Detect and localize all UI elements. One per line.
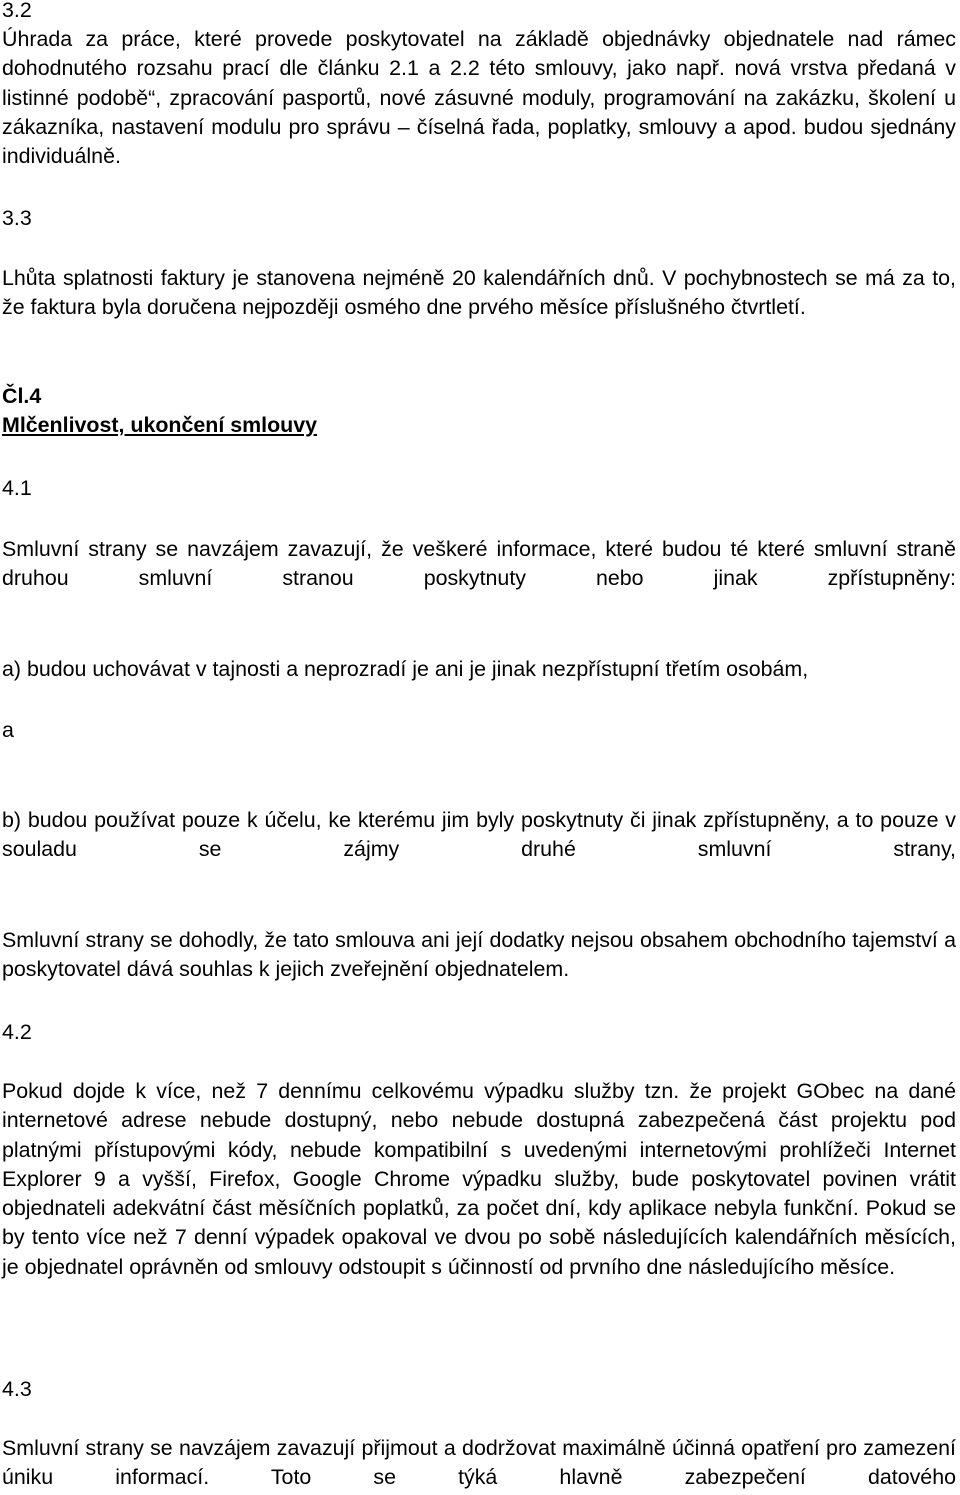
section-4-1-item-b: b) budou používat pouze k účelu, ke kterému jim byly poskytnuty či jinak zpřístupněny, a to pouze v souladu se zájmy druhé smluvní strany, [2, 808, 956, 862]
section-4-2-text: Pokud dojde k více, než 7 dennímu celkovému výpadku služby tzn. že projekt GObec na dané internetové adrese nebude dostupný, nebo nebude dostupná zabezpečená část projektu pod platnými přístupovými kódy, nebude kompatibilní s uvedenými internetovými prohlížeči Internet Explorer 9 a vyšší, Firefox, Google Chrome výpadku služby, bude poskytovatel povinen vrátit objednateli adekvátní část měsíčních poplatků, za počet dní, kdy aplikace nebyla funkční. Pokud se by tento více než 7 denní výpadek opakoval ve dvou po sobě následujících kalendářních měsících, je objednatel oprávněn od smlouvy odstoupit s účinností od prvního dne následujícího měsíce. [2, 1079, 956, 1279]
section-3-3-text: Lhůta splatnosti faktury je stanovena nejméně 20 kalendářních dnů. V pochybnostech se má za to, že faktura byla doručena nejpozději osmého dne prvého měsíce příslušného čtvrtletí. [2, 266, 956, 320]
section-4-1-item-a: a) budou uchovávat v tajnosti a neprozradí je ani je jinak nezpřístupní třetím osobám, [2, 657, 809, 681]
article-4-title [2, 411, 956, 440]
section-4-3-text: Smluvní strany se navzájem zavazují přijmout a dodržovat maximálně účinná opatření pro zamezení úniku informací. Toto se týká hlavně zabezpečení datového [2, 1436, 956, 1490]
section-4-1-disclosure: Smluvní strany se dohodly, že tato smlouva ani její dodatky nejsou obsahem obchodního tajemství a poskytovatel dává souhlas k jejich zveřejnění objednatelem. [2, 928, 956, 982]
section-4-1-number: 4.1 [2, 476, 32, 500]
section-3-2-text: Úhrada za práce, které provede poskytovatel na základě objednávky objednatele nad rámec dohodnutého rozsahu prací dle článku 2.1 a 2.2 této smlouvy, jako např. nová vrstva předaná v listinné podobě“, zpracování pasportů, nové zásuvné moduly, programování na zakázku, školení u zákazníka, nastavení modulu pro správu – číselná řada, poplatky, smlouvy a apod. budou sjednány individuálně. [2, 27, 956, 169]
article-4-label: Čl.4 [2, 384, 42, 408]
section-4-1-conjunction: a [2, 718, 14, 742]
section-4-3-number: 4.3 [2, 1377, 32, 1401]
section-3-2-number: 3.2 [2, 0, 32, 22]
section-3-3-number: 3.3 [2, 206, 32, 230]
article-4-title-text: Mlčenlivost, ukončení smlouvy [2, 413, 318, 437]
section-4-1-text: Smluvní strany se navzájem zavazují, že veškeré informace, které budou té které smluvní straně druhou smluvní stranou poskytnuty nebo jinak zpřístupněny: [2, 537, 956, 591]
section-4-2-number: 4.2 [2, 1020, 32, 1044]
